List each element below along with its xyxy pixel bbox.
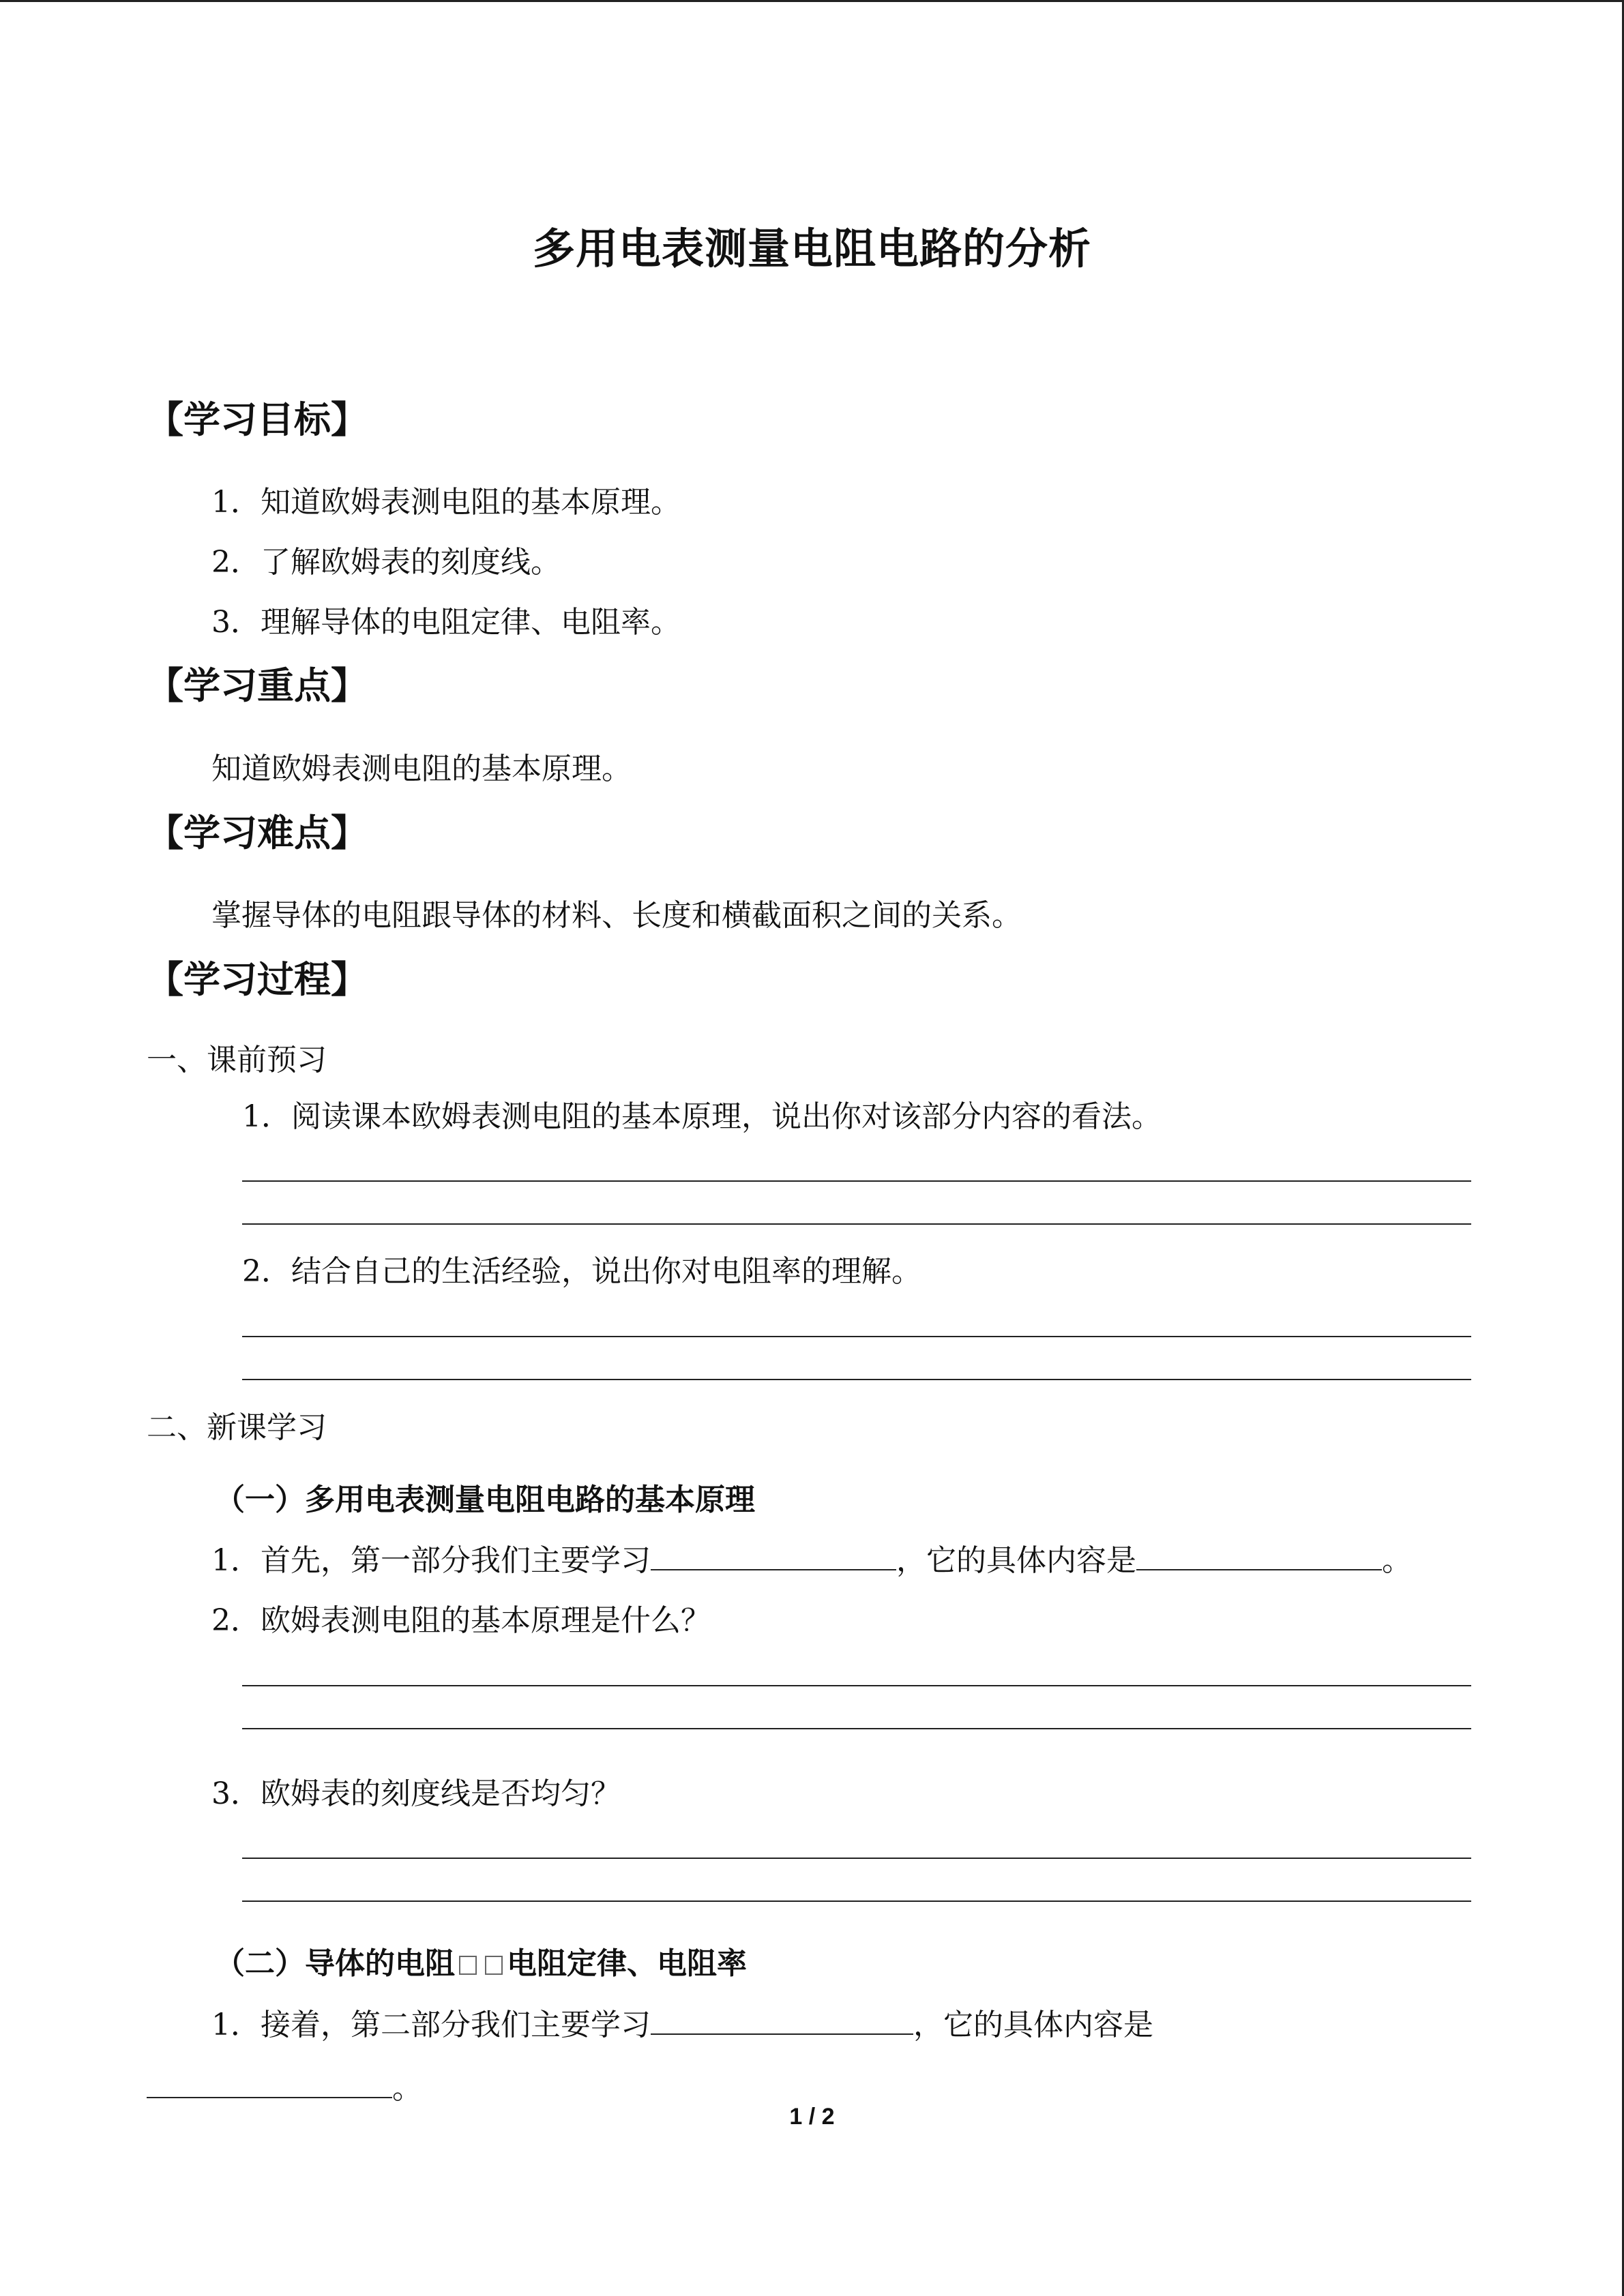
- part2-heading-a: （二）导体的电阻: [215, 1946, 455, 1981]
- part2-q1-text-a: 1．接着，第二部分我们主要学习: [211, 2008, 651, 2042]
- document-title: 多用电表测量电阻电路的分析: [532, 224, 1091, 273]
- part2-question-1-continued: [147, 2063, 422, 2107]
- answer-line[interactable]: [242, 1223, 1471, 1225]
- answer-line[interactable]: [242, 1900, 1471, 1902]
- difficulties-heading: 【学习难点】: [147, 811, 368, 854]
- page-number: 1 / 2: [789, 2104, 835, 2130]
- fill-blank[interactable]: [651, 2003, 913, 2035]
- part2-heading: [215, 1939, 747, 1982]
- part2-question-1: [211, 2000, 1153, 2044]
- key-points-text: 知道欧姆表测电阻的基本原理。: [211, 751, 632, 786]
- answer-line[interactable]: [242, 1379, 1471, 1380]
- preview-question-1: 1．阅读课本欧姆表测电阻的基本原理，说出你对该部分内容的看法。: [242, 1099, 1162, 1134]
- key-points-heading: 【学习重点】: [147, 664, 368, 707]
- fill-blank[interactable]: [1136, 1539, 1382, 1570]
- preview-question-2: 2．结合自己的生活经验，说出你对电阻率的理解。: [242, 1254, 921, 1289]
- goal-item-1: 1．知道欧姆表测电阻的基本原理。: [211, 485, 681, 520]
- part1-q1-text-a: 1．首先，第一部分我们主要学习: [211, 1543, 651, 1578]
- preview-heading: 一、课前预习: [147, 1043, 327, 1077]
- answer-line[interactable]: [242, 1728, 1471, 1729]
- part1-question-3: 3．欧姆表的刻度线是否均匀？: [211, 1776, 621, 1811]
- answer-line[interactable]: [242, 1336, 1471, 1337]
- part1-q1-text-b: ，它的具体内容是: [896, 1543, 1136, 1578]
- goal-item-3: 3．理解导体的电阻定律、电阻率。: [211, 605, 681, 640]
- part1-question-2: 2．欧姆表测电阻的基本原理是什么？: [211, 1603, 711, 1638]
- part1-question-1: [211, 1536, 1412, 1579]
- part2-q1-text-c: 。: [392, 2071, 422, 2106]
- process-heading: 【学习过程】: [147, 958, 368, 1001]
- difficulties-text: 掌握导体的电阻跟导体的材料、长度和横截面积之间的关系。: [211, 898, 1022, 933]
- part2-q1-text-b: ，它的具体内容是: [913, 2008, 1153, 2042]
- part1-heading: （一）多用电表测量电阻电路的基本原理: [215, 1482, 755, 1517]
- fill-blank[interactable]: [147, 2067, 392, 2098]
- missing-glyph-box: [459, 1956, 477, 1975]
- answer-line[interactable]: [242, 1180, 1471, 1182]
- goal-item-2: 2．了解欧姆表的刻度线。: [211, 545, 561, 580]
- new-lesson-heading: 二、新课学习: [147, 1410, 327, 1445]
- fill-blank[interactable]: [651, 1539, 896, 1570]
- goals-heading: 【学习目标】: [147, 398, 368, 441]
- part2-heading-b: 电阻定律、电阻率: [507, 1946, 747, 1981]
- answer-line[interactable]: [242, 1685, 1471, 1686]
- missing-glyph-box: [485, 1956, 503, 1975]
- answer-line[interactable]: [242, 1858, 1471, 1859]
- part1-q1-text-c: 。: [1382, 1543, 1412, 1578]
